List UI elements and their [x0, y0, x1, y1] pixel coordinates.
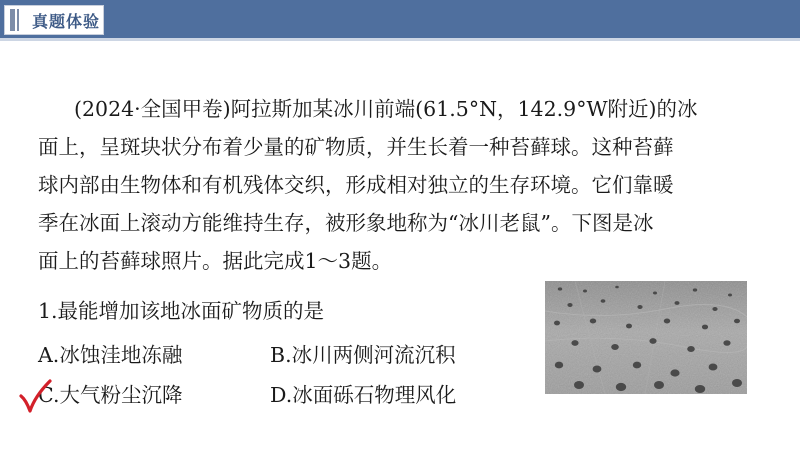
passage-line: 面上的苔藓球照片。据此完成1～3题。: [38, 249, 393, 273]
question-stem: 1.最能增加该地冰面矿物质的是: [38, 299, 325, 323]
check-mark-icon: [18, 378, 52, 414]
passage-line: 季在冰面上滚动方能维持生存，被形象地称为“冰川老鼠”。下图是冰: [38, 211, 654, 235]
passage-line: 球内部由生物体和有机残体交织，形成相对独立的生存环境。它们靠暖: [38, 173, 674, 197]
section-title: 真题体验: [32, 12, 101, 31]
header-divider: [0, 38, 800, 41]
option-a[interactable]: A.冰蚀洼地冻融: [38, 343, 183, 367]
option-d[interactable]: D.冰面砾石物理风化: [270, 383, 457, 407]
passage-line: 面上，呈斑块状分布着少量的矿物质，并生长着一种苔藓球。这种苔藓: [38, 135, 674, 159]
option-b[interactable]: B.冰川两侧河流沉积: [270, 343, 456, 367]
question-passage: [38, 90, 774, 280]
header-accent-line: [17, 9, 19, 31]
option-c[interactable]: C.大气粉尘沉降: [38, 383, 183, 407]
moss-ball-photo: [545, 281, 747, 394]
header-bar: [0, 0, 800, 38]
passage-line: (2024·全国甲卷)阿拉斯加某冰川前端(61.5°N，142.9°W附近)的冰: [74, 97, 698, 121]
header-accent-bar: [10, 9, 15, 31]
